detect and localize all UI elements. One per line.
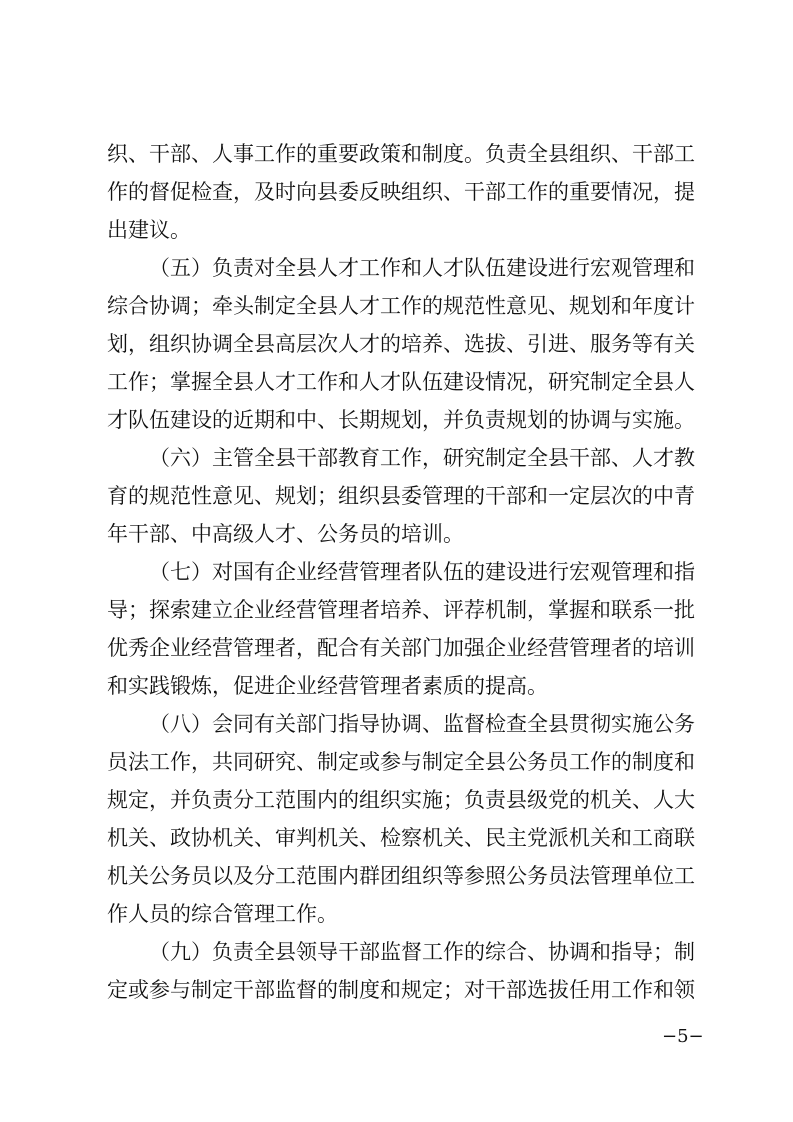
text-line: 织、干部、人事工作的重要政策和制度。负责全县组织、干部工 bbox=[107, 142, 695, 166]
text-line: 导；探索建立企业经营管理者培养、评荐机制，掌握和联系一批 bbox=[107, 598, 695, 622]
text-line: 员法工作，共同研究、制定或参与制定全县公务员工作的制度和 bbox=[107, 750, 695, 774]
text-line: 年干部、中高级人才、公务员的培训。 bbox=[107, 522, 464, 546]
text-line: 综合协调；牵头制定全县人才工作的规范性意见、规划和年度计 bbox=[107, 294, 695, 318]
text-line: 机关公务员以及分工范围内群团组织等参照公务员法管理单位工 bbox=[107, 864, 695, 888]
text-line: （七）对国有企业经营管理者队伍的建设进行宏观管理和指 bbox=[149, 560, 695, 584]
text-line: 和实践锻炼，促进企业经营管理者素质的提高。 bbox=[107, 674, 548, 698]
text-line: 工作；掌握全县人才工作和人才队伍建设情况，研究制定全县人 bbox=[107, 370, 695, 394]
text-line: （八）会同有关部门指导协调、监督检查全县贯彻实施公务 bbox=[149, 712, 695, 736]
text-line: 作的督促检查，及时向县委反映组织、干部工作的重要情况，提 bbox=[107, 180, 695, 204]
text-line: 定或参与制定干部监督的制度和规定；对干部选拔任用工作和领 bbox=[107, 978, 695, 1002]
text-line: 出建议。 bbox=[107, 218, 191, 242]
text-line: 优秀企业经营管理者，配合有关部门加强企业经营管理者的培训 bbox=[107, 636, 695, 660]
text-line: 机关、政协机关、审判机关、检察机关、民主党派机关和工商联 bbox=[107, 826, 695, 850]
text-line: 作人员的综合管理工作。 bbox=[107, 902, 338, 926]
text-line: 规定，并负责分工范围内的组织实施；负责县级党的机关、人大 bbox=[107, 788, 695, 812]
text-line: （九）负责全县领导干部监督工作的综合、协调和指导；制 bbox=[149, 940, 695, 964]
text-line: （五）负责对全县人才工作和人才队伍建设进行宏观管理和 bbox=[149, 256, 695, 280]
text-line: 划，组织协调全县高层次人才的培养、选拔、引进、服务等有关 bbox=[107, 332, 695, 356]
text-line: （六）主管全县干部教育工作，研究制定全县干部、人才教 bbox=[149, 446, 695, 470]
page-number: −5− bbox=[662, 1026, 704, 1047]
text-line: 育的规范性意见、规划；组织县委管理的干部和一定层次的中青 bbox=[107, 484, 695, 508]
text-line: 才队伍建设的近期和中、长期规划，并负责规划的协调与实施。 bbox=[107, 408, 695, 432]
